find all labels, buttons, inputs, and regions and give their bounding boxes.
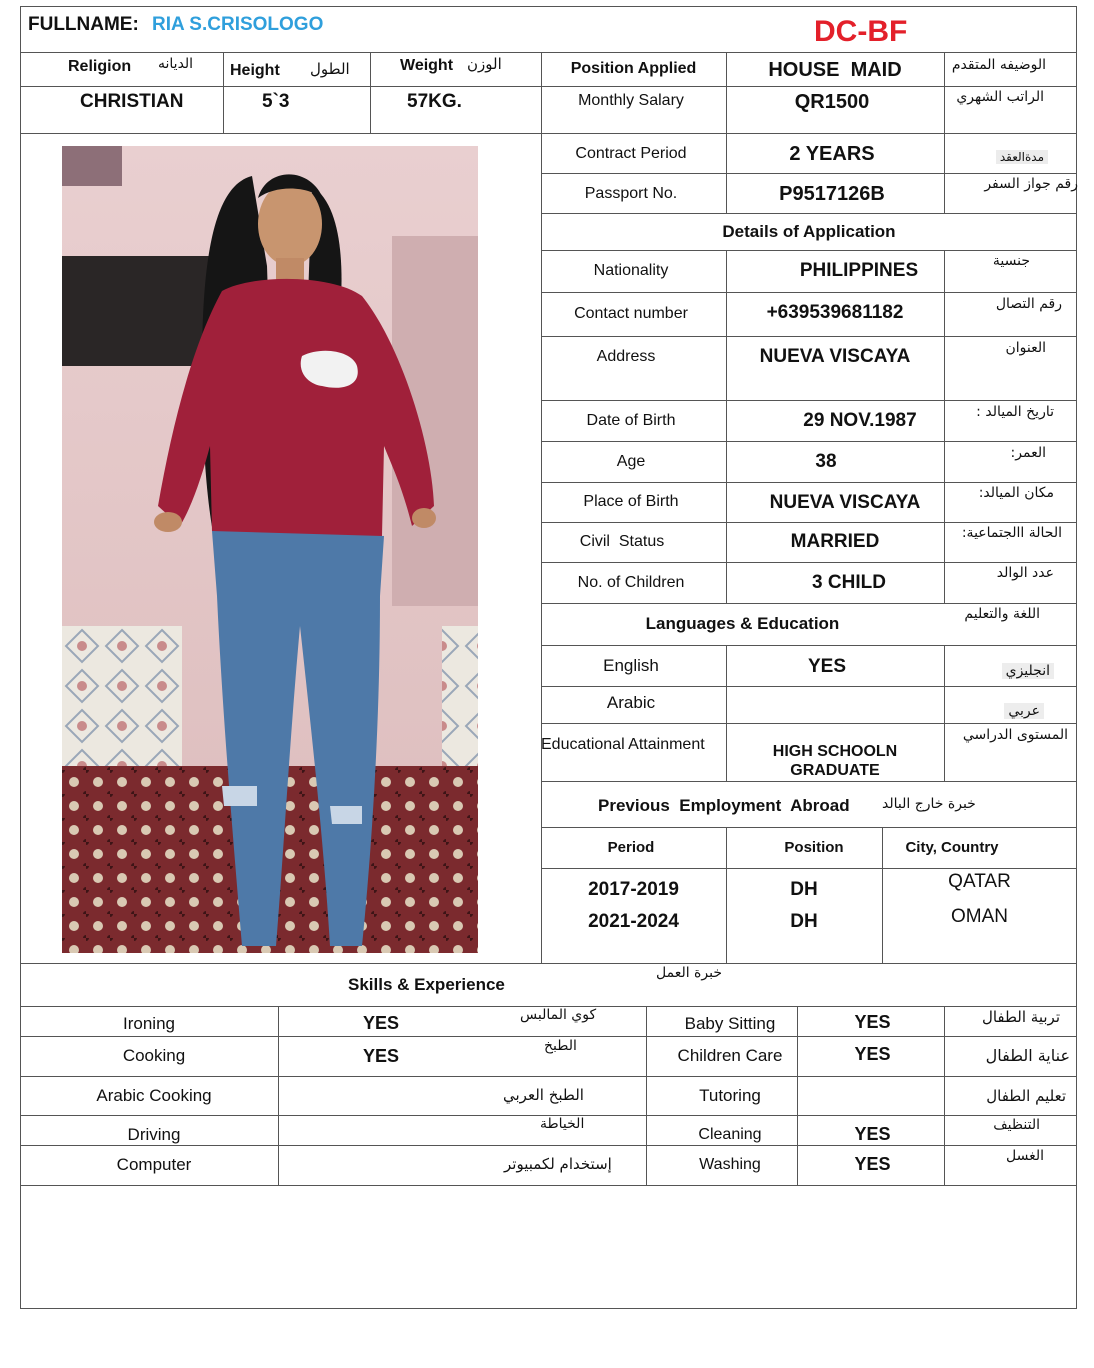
religion-value: CHRISTIAN [80, 91, 184, 112]
skill-label: Ironing [123, 1014, 175, 1033]
skill-label: Arabic Cooking [96, 1086, 212, 1105]
dob-ar: تاريخ الميالد : [976, 404, 1054, 420]
skill-label: Computer [116, 1155, 192, 1174]
education-label: Educational Attainment [541, 736, 705, 753]
skill-ar: تربية الطفال [981, 1008, 1060, 1026]
employment-col-position: Position [784, 839, 844, 856]
pob-ar: مكان الميالد: [978, 485, 1054, 501]
skill-ar: الخياطة [540, 1116, 585, 1132]
employment-title: Previous Employment Abroad [598, 796, 850, 815]
form-code: DC-BF [814, 15, 908, 48]
fullname-label: FULLNAME: [28, 14, 139, 35]
arabic-ar: عربي [1004, 703, 1044, 719]
height-ar: الطول [310, 60, 350, 78]
children-value: 3 CHILD [812, 572, 886, 593]
position-label: Position Applied [570, 60, 697, 77]
skill-value: YES [854, 1124, 891, 1144]
nationality-label: Nationality [593, 262, 669, 279]
contact-label: Contact number [574, 305, 688, 322]
english-value: YES [807, 656, 847, 677]
age-label: Age [616, 453, 646, 470]
education-ar: المستوى الدراسي [962, 727, 1068, 743]
skill-label: Driving [127, 1125, 181, 1144]
passport-value: P9517126B [779, 183, 885, 205]
education-value-line1: HIGH SCHOOLN [772, 743, 898, 760]
skill-label: Baby Sitting [684, 1014, 776, 1033]
applicant-photo [62, 146, 478, 953]
employment-row-period: 2021-2024 [588, 911, 679, 932]
position-value: HOUSE MAID [768, 59, 902, 81]
skill-value: YES [854, 1154, 891, 1174]
passport-ar: رقم جواز السفر [984, 176, 1078, 192]
skill-value: YES [362, 1013, 400, 1033]
dob-value: 29 NOV.1987 [803, 410, 917, 431]
skill-ar: الطبخ العربي [503, 1086, 584, 1104]
address-label: Address [596, 348, 656, 365]
pob-value: NUEVA VISCAYA [769, 492, 921, 513]
weight-label: Weight [400, 57, 454, 74]
skill-value: YES [854, 1044, 891, 1064]
skill-label: Washing [699, 1156, 761, 1173]
nationality-ar: جنسية [992, 253, 1030, 269]
address-value: NUEVA VISCAYA [759, 346, 911, 367]
fullname-value: RIA S.CRISOLOGO [152, 14, 324, 35]
age-value: 38 [815, 451, 837, 472]
skill-label: Cooking [122, 1046, 186, 1065]
contract-label: Contract Period [575, 145, 687, 162]
skill-value: YES [854, 1012, 891, 1032]
height-label: Height [230, 62, 280, 79]
skill-label: Cleaning [698, 1126, 762, 1143]
skills-title: Skills & Experience [348, 975, 505, 994]
employment-row-period: 2017-2019 [588, 879, 679, 900]
salary-label: Monthly Salary [578, 92, 684, 109]
position-ar: الوضيفه المتقدم [951, 57, 1046, 73]
height-value: 5`3 [262, 91, 290, 112]
employment-row-country: QATAR [948, 871, 1011, 892]
contact-ar: رقم التصال [995, 296, 1062, 312]
passport-label: Passport No. [584, 185, 678, 202]
skill-ar: التنظيف [993, 1117, 1040, 1133]
languages-title: Languages & Education [645, 614, 840, 633]
skill-label: Tutoring [699, 1086, 761, 1105]
skills-title-ar: خبرة العمل [656, 965, 722, 981]
religion-label: Religion [68, 58, 132, 75]
salary-ar: الراتب الشهري [956, 89, 1044, 105]
contract-value: 2 YEARS [789, 143, 875, 165]
employment-row-country: OMAN [951, 906, 1008, 927]
skill-ar: كوي المالبس [520, 1007, 597, 1023]
age-ar: العمر: [1010, 445, 1046, 461]
employment-col-period: Period [607, 839, 655, 856]
skill-ar: إستخدام لكمبيوتر [504, 1155, 612, 1173]
skill-ar: الطبخ [544, 1038, 577, 1054]
nationality-value: PHILIPPINES [799, 260, 919, 281]
skill-ar: تعليم الطفال [986, 1087, 1066, 1105]
skill-ar: الغسل [1005, 1148, 1044, 1164]
skill-label: Children Care [677, 1046, 783, 1065]
religion-ar: الديانه [158, 56, 194, 72]
employment-col-city: City, Country [905, 839, 999, 856]
languages-title-ar: اللغة والتعليم [964, 606, 1040, 622]
salary-value: QR1500 [794, 91, 870, 113]
dob-label: Date of Birth [586, 412, 676, 429]
employment-title-ar: خبرة خارج البالد [882, 796, 976, 812]
address-ar: العنوان [1005, 340, 1046, 356]
arabic-label: Arabic [606, 693, 656, 712]
employment-row-position: DH [790, 879, 818, 900]
civil-ar: الحالة االجتماعية: [961, 525, 1062, 541]
weight-ar: الوزن [467, 55, 502, 73]
children-ar: عدد الوالد [996, 565, 1054, 581]
skill-value: YES [362, 1046, 400, 1066]
contract-ar: مدةالعقد [996, 150, 1048, 164]
employment-row-position: DH [790, 911, 818, 932]
details-title: Details of Application [722, 222, 896, 241]
english-ar: انجليزي [1002, 663, 1054, 679]
skill-ar: عناية الطفال [985, 1046, 1070, 1065]
pob-label: Place of Birth [583, 493, 679, 510]
contact-value: +639539681182 [766, 302, 904, 323]
english-label: English [603, 656, 659, 675]
weight-value: 57KG. [407, 91, 462, 112]
civil-value: MARRIED [790, 531, 880, 552]
education-value-line2: GRADUATE [790, 762, 880, 779]
children-label: No. of Children [577, 574, 685, 591]
civil-label: Civil Status [579, 533, 665, 550]
